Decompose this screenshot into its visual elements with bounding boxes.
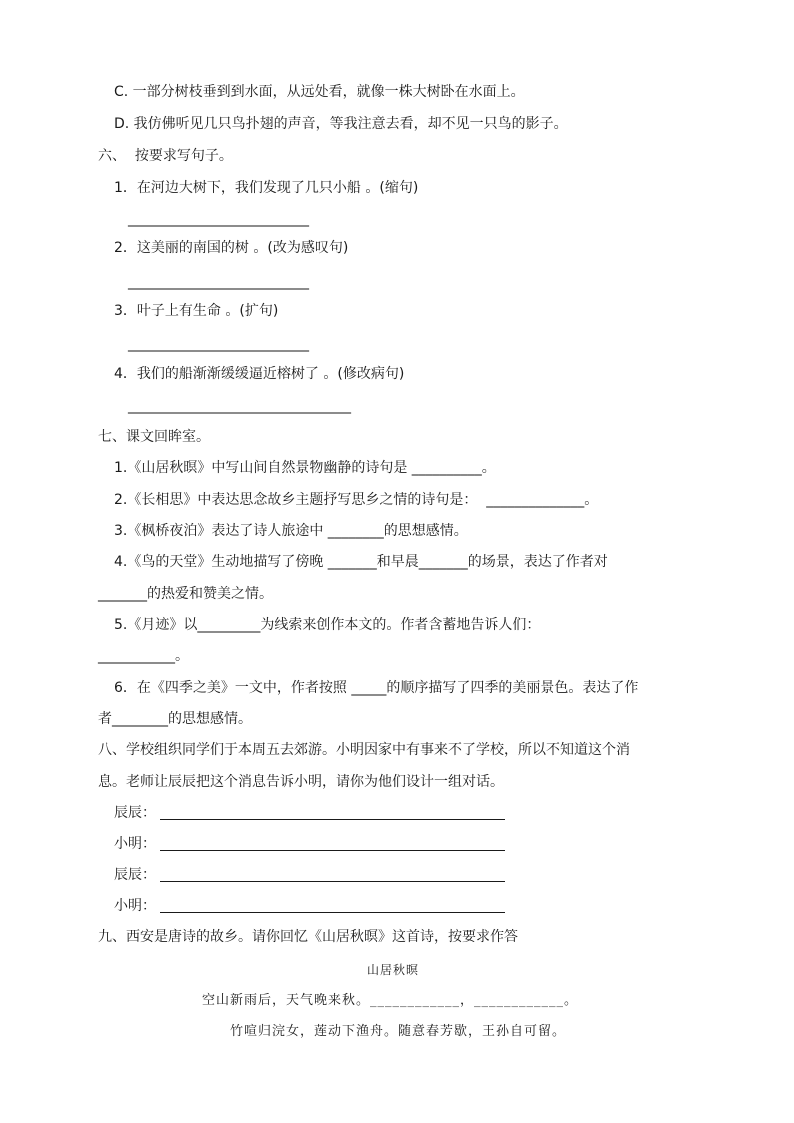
answer-line-4[interactable]: _____________________________________ (128, 398, 350, 414)
section7-q4-line2: _______的热爱和赞美之情。 (98, 586, 273, 602)
poem-title: 山居秋暝 (367, 963, 420, 977)
poem-line-2: 竹喧归浣女，莲动下渔舟。随意春芳歇，王孙自可留。 (230, 1024, 567, 1039)
dialog-speaker-4: 小明： (114, 898, 156, 914)
option-d: D. 我仿佛听见几只鸟扑翅的声音，等我注意去看，却不见一只鸟的影子。 (114, 116, 568, 132)
section7-q6-line1: 6．在《四季之美》一文中，作者按照 _____的顺序描写了四季的美丽景色。表达了作 (114, 680, 639, 696)
section7-q2: 2.《长相思》中表达思念故乡主题抒写思乡之情的诗句是： ______________。 (114, 492, 599, 508)
dialog-speaker-3: 辰辰： (114, 867, 156, 883)
section9-heading: 九、西安是唐诗的故乡。请你回忆《山居秋暝》这首诗，按要求作答 (98, 929, 518, 945)
section6-heading: 六、 按要求写句子。 (98, 148, 233, 164)
answer-line-2[interactable]: ______________________________ (128, 274, 308, 290)
section7-q5-line2: ___________。 (98, 648, 189, 664)
dialog-answer-line-1[interactable] (160, 819, 505, 820)
section7-q4-line1: 4.《鸟的天堂》生动地描写了傍晚 _______和早晨_______的场景，表达了作者对 (114, 554, 608, 570)
section6-item-2: 2．这美丽的南国的树 。(改为感叹句) (114, 240, 349, 256)
section7-heading: 七、课文回眸室。 (98, 429, 210, 445)
section6-item-3: 3．叶子上有生命 。(扩句) (114, 303, 279, 319)
dialog-speaker-1: 辰辰： (114, 805, 156, 821)
section8-line1: 八、学校组织同学们于本周五去郊游。小明因家中有事来不了学校，所以不知道这个消 (98, 742, 630, 758)
section7-q6-line2: 者________的思想感情。 (98, 711, 252, 727)
dialog-answer-line-3[interactable] (160, 881, 505, 882)
poem-line-1: 空山新雨后，天气晚来秋。____________，____________。 (202, 993, 579, 1008)
answer-line-1[interactable]: ______________________________ (128, 211, 308, 227)
option-c: C. 一部分树枝垂到到水面，从远处看，就像一株大树卧在水面上。 (114, 84, 525, 100)
dialog-answer-line-4[interactable] (160, 912, 505, 913)
section6-item-4: 4．我们的船渐渐缓缓逼近榕树了 。(修改病句) (114, 366, 405, 382)
dialog-answer-line-2[interactable] (160, 850, 505, 851)
section6-item-1: 1．在河边大树下，我们发现了几只小船 。(缩句) (114, 180, 419, 196)
answer-line-3[interactable]: ______________________________ (128, 336, 308, 352)
section7-q5-line1: 5.《月迹》以_________为线索来创作本文的。作者含蓄地告诉人们： (114, 617, 541, 633)
section7-q3: 3.《枫桥夜泊》表达了诗人旅途中 ________的思想感情。 (114, 523, 468, 539)
dialog-speaker-2: 小明： (114, 836, 156, 852)
section8-line2: 息。老师让辰辰把这个消息告诉小明，请你为他们设计一组对话。 (98, 774, 504, 790)
section7-q1: 1.《山居秋暝》中写山间自然景物幽静的诗句是 __________。 (114, 460, 496, 476)
